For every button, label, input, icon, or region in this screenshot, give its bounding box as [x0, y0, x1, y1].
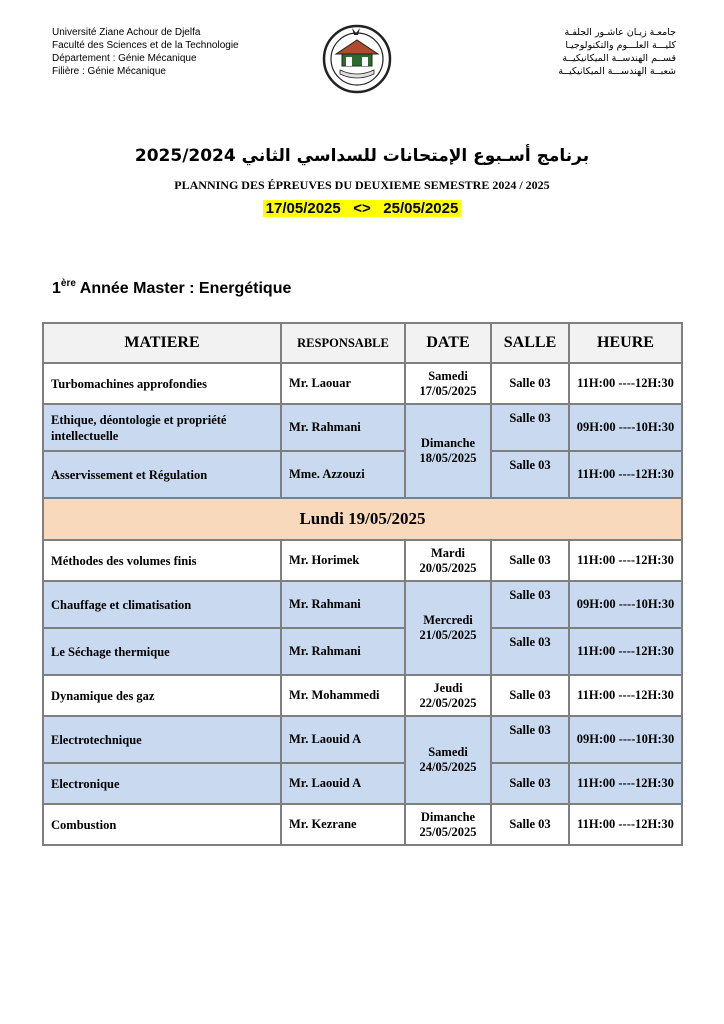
- date-value: 18/05/2025: [419, 451, 477, 465]
- cell-matiere: Dynamique des gaz: [43, 675, 281, 716]
- level-number: 1: [52, 280, 61, 297]
- exam-schedule-table: [42, 322, 683, 846]
- cell-salle: Salle 03: [491, 581, 569, 628]
- cell-responsable: Mr. Rahmani: [281, 404, 405, 451]
- table-row: [43, 716, 682, 763]
- table-row: [43, 404, 682, 451]
- cell-matiere: Ethique, déontologie et propriété intellectuelle: [43, 404, 281, 451]
- date-value: 20/05/2025: [419, 560, 477, 575]
- table-row: [43, 675, 682, 716]
- cell-date: [405, 581, 491, 675]
- col-header-matiere: MATIERE: [43, 323, 281, 363]
- table-row: [43, 451, 682, 498]
- cell-matiere: Asservissement et Régulation: [43, 451, 281, 498]
- cell-responsable: Mr. Horimek: [281, 540, 405, 581]
- cell-date: [405, 716, 491, 804]
- date-value: 17/05/2025: [419, 383, 477, 398]
- cell-salle: Salle 03: [491, 763, 569, 804]
- exam-period-dates: 17/05/2025 <> 25/05/2025: [263, 200, 462, 217]
- field-name-ar: شعبــة الهندســـة الميكانيكيــة: [558, 66, 676, 77]
- university-logo: [322, 24, 392, 94]
- holiday-banner-row: [43, 498, 682, 540]
- date-day: Jeudi: [433, 680, 463, 695]
- cell-date: [405, 404, 491, 498]
- title-french: PLANNING DES ÉPREUVES DU DEUXIEME SEMESTRE 2024 / 2025: [174, 178, 550, 192]
- table-row: [43, 540, 682, 581]
- cell-responsable: Mr. Laouid A: [281, 763, 405, 804]
- department-name-ar: قســم الهندســة الميكانيكيــة: [562, 53, 676, 64]
- cell-salle: Salle 03: [491, 404, 569, 451]
- col-header-responsable: RESPONSABLE: [281, 323, 405, 363]
- cell-matiere: Turbomachines approfondies: [43, 363, 281, 404]
- date-day: Mercredi: [423, 613, 473, 627]
- table-header-row: [43, 323, 682, 363]
- holiday-banner: Lundi 19/05/2025: [43, 498, 682, 540]
- date-day: Mardi: [430, 545, 466, 560]
- col-header-salle: SALLE: [491, 323, 569, 363]
- cell-responsable: Mme. Azzouzi: [281, 451, 405, 498]
- table-row: [43, 363, 682, 404]
- date-value: 24/05/2025: [419, 760, 477, 774]
- cell-matiere: Méthodes des volumes finis: [43, 540, 281, 581]
- cell-responsable: Mr. Rahmani: [281, 628, 405, 675]
- cell-salle: Salle 03: [491, 540, 569, 581]
- cell-responsable: Mr. Rahmani: [281, 581, 405, 628]
- cell-heure: 09H:00 ----10H:30: [569, 716, 682, 763]
- program-level: [52, 278, 291, 298]
- cell-date: [405, 540, 491, 581]
- date-day: Dimanche: [420, 436, 476, 450]
- cell-matiere: Combustion: [43, 804, 281, 845]
- faculty-name: Faculté des Sciences et de la Technologie: [52, 40, 239, 51]
- cell-responsable: Mr. Laouid A: [281, 716, 405, 763]
- cell-matiere: Electrotechnique: [43, 716, 281, 763]
- title-arabic: برنامج أسـبوع الإمتحانات للسداسي الثاني 2025/2024: [134, 146, 590, 166]
- cell-matiere: Chauffage et climatisation: [43, 581, 281, 628]
- table-row: [43, 581, 682, 628]
- department-name: Département : Génie Mécanique: [52, 53, 197, 64]
- date-value: 21/05/2025: [419, 628, 477, 642]
- table-row: [43, 763, 682, 804]
- cell-salle: Salle 03: [491, 628, 569, 675]
- level-ordinal: ère: [60, 278, 76, 289]
- cell-date: [405, 675, 491, 716]
- cell-date: [405, 804, 491, 845]
- cell-matiere: Le Séchage thermique: [43, 628, 281, 675]
- cell-salle: Salle 03: [491, 363, 569, 404]
- cell-responsable: Mr. Kezrane: [281, 804, 405, 845]
- cell-heure: 11H:00 ----12H:30: [569, 451, 682, 498]
- exam-period: [0, 200, 724, 218]
- university-header-ar: [558, 26, 676, 78]
- col-header-date: DATE: [405, 323, 491, 363]
- date-value: 22/05/2025: [419, 695, 477, 710]
- faculty-name-ar: كليـــة العلـــوم والتكنولوجيـا: [565, 40, 676, 51]
- cell-date: [405, 363, 491, 404]
- cell-salle: Salle 03: [491, 451, 569, 498]
- university-name-ar: جامعـة زيـان عاشـور الجلفـة: [564, 27, 676, 38]
- cell-heure: 11H:00 ----12H:30: [569, 363, 682, 404]
- table-row: [43, 804, 682, 845]
- cell-heure: 11H:00 ----12H:30: [569, 763, 682, 804]
- cell-heure: 11H:00 ----12H:30: [569, 804, 682, 845]
- cell-heure: 09H:00 ----10H:30: [569, 581, 682, 628]
- level-label: Année Master : Energétique: [75, 280, 292, 297]
- cell-heure: 11H:00 ----12H:30: [569, 675, 682, 716]
- cell-matiere: Electronique: [43, 763, 281, 804]
- table-row: [43, 628, 682, 675]
- cell-salle: Salle 03: [491, 804, 569, 845]
- cell-salle: Salle 03: [491, 675, 569, 716]
- cell-heure: 11H:00 ----12H:30: [569, 628, 682, 675]
- cell-responsable: Mr. Laouar: [281, 363, 405, 404]
- date-day: Samedi: [428, 745, 468, 759]
- university-name: Université Ziane Achour de Djelfa: [52, 27, 201, 38]
- date-day: Samedi: [428, 368, 468, 383]
- date-day: Dimanche: [420, 809, 476, 824]
- date-value: 25/05/2025: [419, 824, 477, 839]
- cell-heure: 11H:00 ----12H:30: [569, 540, 682, 581]
- university-header-fr: [52, 26, 239, 78]
- field-name: Filière : Génie Mécanique: [52, 66, 166, 77]
- cell-responsable: Mr. Mohammedi: [281, 675, 405, 716]
- cell-heure: 09H:00 ----10H:30: [569, 404, 682, 451]
- col-header-heure: HEURE: [569, 323, 682, 363]
- cell-salle: Salle 03: [491, 716, 569, 763]
